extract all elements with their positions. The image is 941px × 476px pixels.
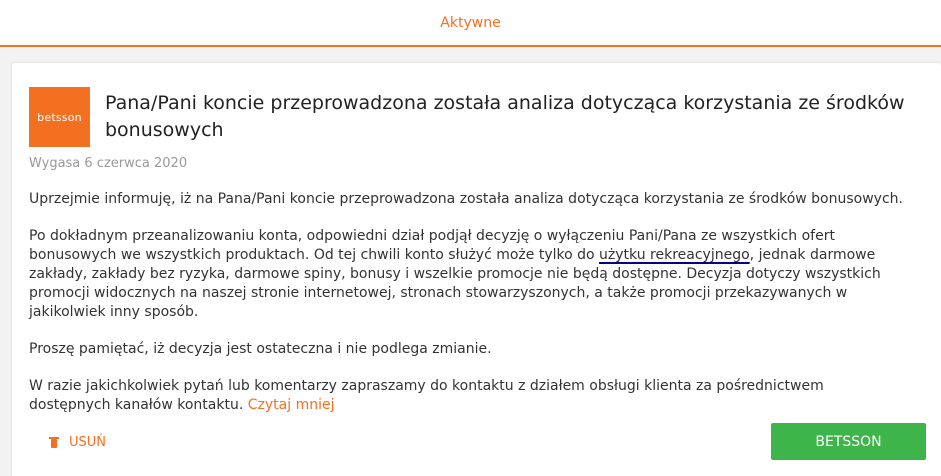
paragraph-2 xyxy=(29,227,909,322)
tab-active[interactable]: Aktywne xyxy=(440,15,501,31)
paragraph-1: Uprzejmie informuję, iż na Pana/Pani koncie przeprowadzona została analiza dotycząca korzystania ze środków bonusowych. xyxy=(29,191,903,207)
message-body xyxy=(29,190,909,433)
paragraph-2-start: Po dokładnym przeanalizowaniu konta, odpowiedni dział podjął decyzję o wyłączeniu Pani/Pana ze wszystkich ofert bonusowych we wszystkich produktach. Od tej chwili konto służyć może tylko do xyxy=(29,228,835,263)
betsson-logo xyxy=(29,87,90,147)
trash-icon xyxy=(49,437,59,449)
expiry-date: Wygasa 6 czerwca 2020 xyxy=(29,156,188,171)
paragraph-3: Proszę pamiętać, iż decyzja jest ostateczna i nie podlega zmianie. xyxy=(29,341,492,357)
delete-label: USUŃ xyxy=(69,435,107,450)
tab-bar xyxy=(0,0,941,47)
read-less-link[interactable]: Czytaj mniej xyxy=(247,397,335,413)
paragraph-4 xyxy=(29,377,909,415)
message-title: Pana/Pani koncie przeprowadzona została analiza dotycząca korzystania ze środków bonusowych xyxy=(105,92,905,141)
delete-button[interactable] xyxy=(49,435,106,450)
message-card xyxy=(12,63,941,476)
betsson-button[interactable]: BETSSON xyxy=(771,423,926,460)
paragraph-4-text: W razie jakichkolwiek pytań lub komentarzy zapraszamy do kontaktu z działem obsługi klienta za pośrednictwem dostępnych kanałów kontaktu. xyxy=(29,378,824,413)
logo-text: betsson xyxy=(37,110,82,124)
underlined-phrase: użytku rekreacyjnego xyxy=(599,247,750,263)
paragraph-2-end: , jednak darmowe zakłady, zakłady bez ryzyka, darmowe spiny, bonusy i wszelkie promocje nie będą dostępne. Decyzja dotyczy wszystkich promocji widocznych na naszej stronie internetowej, stronach stowarzyszonych, a także promocji przekazywanych w jakikolwiek inny sposób. xyxy=(29,247,881,320)
